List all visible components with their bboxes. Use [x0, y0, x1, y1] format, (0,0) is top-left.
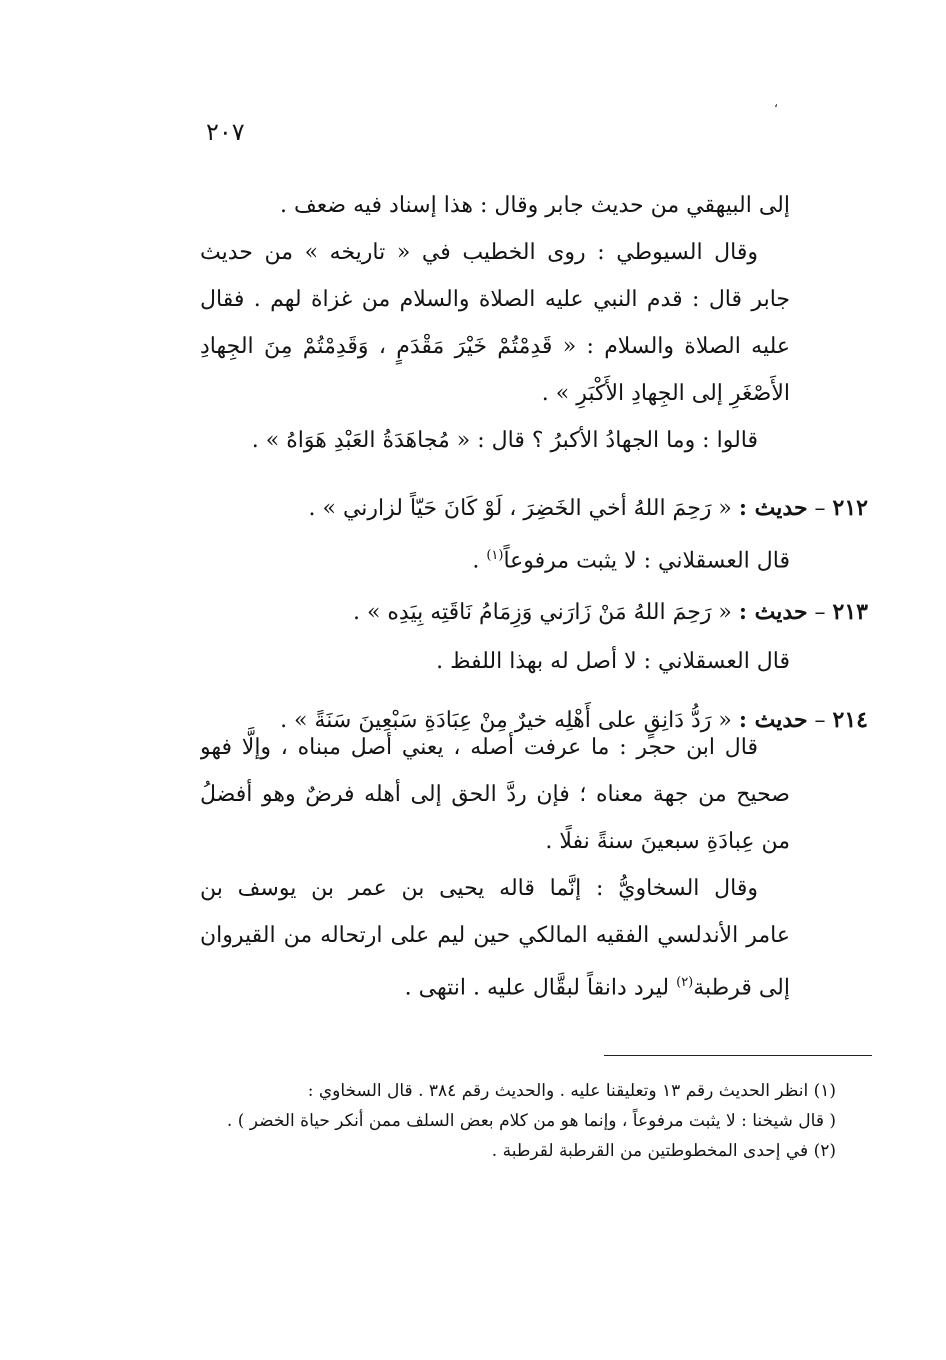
footnote-line: (٢) في إحدى المخطوطتين من القرطبة لقرطبة .: [491, 1141, 836, 1161]
hadith-212-note: [472, 536, 790, 581]
hadith-text: « رَحِمَ اللهُ مَنْ زَارَني وَزِمَامُ نَاقَتِه بِيَدِه » .: [352, 600, 732, 625]
page-mark: ،: [774, 96, 778, 110]
hadith-212: [309, 488, 868, 529]
note-text: قال العسقلاني : لا يثبت مرفوعاً: [503, 548, 790, 574]
footnote-line: ( قال شيخنا : لا يثبت مرفوعاً ، وإنما هو من كلام بعض السلف ممن أنكر حياة الخضر ) .: [226, 1111, 836, 1131]
hadith-label: حديث :: [738, 599, 808, 625]
text-line: جابر قال : قدم النبي عليه الصلاة والسلام من غزاة لهم . فقال: [200, 287, 790, 312]
hadith-dash: –: [814, 708, 826, 733]
hadith-214-commentary: [200, 724, 790, 1006]
hadith-text: « رَحِمَ اللهُ أخي الخَضِرَ ، لَوْ كَانَ حَيّاً لزارني » .: [308, 496, 732, 521]
hadith-dash: –: [814, 496, 826, 521]
text-line: عليه الصلاة والسلام : « قَدِمْتُمْ خَيْرَ مَقْدَمٍ ، وَقَدِمْتُمْ مِنَ الجِهادِ: [200, 334, 790, 359]
hadith-number: ٢١٢: [832, 495, 868, 521]
hadith-label: حديث :: [738, 495, 808, 521]
footnote-line: (١) انظر الحديث رقم ١٣ وتعليقنا عليه . والحديث رقم ٣٨٤ . قال السخاوي :: [307, 1081, 836, 1101]
footnote-ref: (٢): [676, 975, 694, 990]
text-segment: ليرد دانقاً لبقَّال عليه . انتهى .: [404, 975, 677, 1001]
hadith-213: [353, 592, 868, 633]
footnote-separator: [604, 1055, 872, 1056]
footnote-ref: (١): [486, 548, 504, 563]
text-line: [200, 959, 790, 1006]
hadith-label: حديث :: [738, 707, 808, 733]
text-line: صحيح من جهة معناه ؛ فإن ردَّ الحق إلى أهله فرضٌ وهو أفضلُ: [200, 782, 790, 807]
text-line: قالوا : وما الجهادُ الأكبرُ ؟ قال : « مُجاهَدَةُ العَبْدِ هَوَاهُ » .: [251, 428, 758, 453]
text-line: الأَصْغَرِ إلى الجِهادِ الأَكْبَرِ » .: [541, 381, 790, 406]
intro-paragraph: [200, 182, 790, 464]
text-line: وقال السخاويُّ : إنَّما قاله يحيى بن عمر بن يوسف بن: [200, 876, 758, 901]
text-line: إلى البيهقي من حديث جابر وقال : هذا إسناد فيه ضعف .: [280, 193, 790, 218]
page-number: ٢٠٧: [206, 118, 245, 146]
hadith-number: ٢١٣: [832, 599, 868, 625]
text-line: قال ابن حجر : ما عرفت أصله ، يعني أصل مبناه ، وإلَّا فهو: [200, 735, 758, 760]
footnotes: [200, 1076, 836, 1166]
text-segment: إلى قرطبة: [693, 975, 790, 1001]
hadith-number: ٢١٤: [832, 707, 868, 733]
hadith-213-note: [436, 642, 790, 682]
text-line: عامر الأندلسي الفقيه المالكي حين ليم على ارتحاله من القيروان: [200, 923, 790, 948]
note-text: قال العسقلاني : لا أصل له بهذا اللفظ .: [436, 649, 790, 674]
text-line: وقال السيوطي : روى الخطيب في « تاريخه » من حديث: [200, 240, 758, 265]
hadith-dash: –: [814, 600, 826, 625]
note-end: .: [472, 548, 487, 574]
text-line: من عِبادَةِ سبعينَ سنةً نفلًا .: [545, 829, 790, 854]
hadith-text: « رَدُّ دَانِقٍ على أَهْلِه خيرٌ مِنْ عِبَادَةِ سَبْعِينَ سَنَةً » .: [280, 708, 732, 733]
